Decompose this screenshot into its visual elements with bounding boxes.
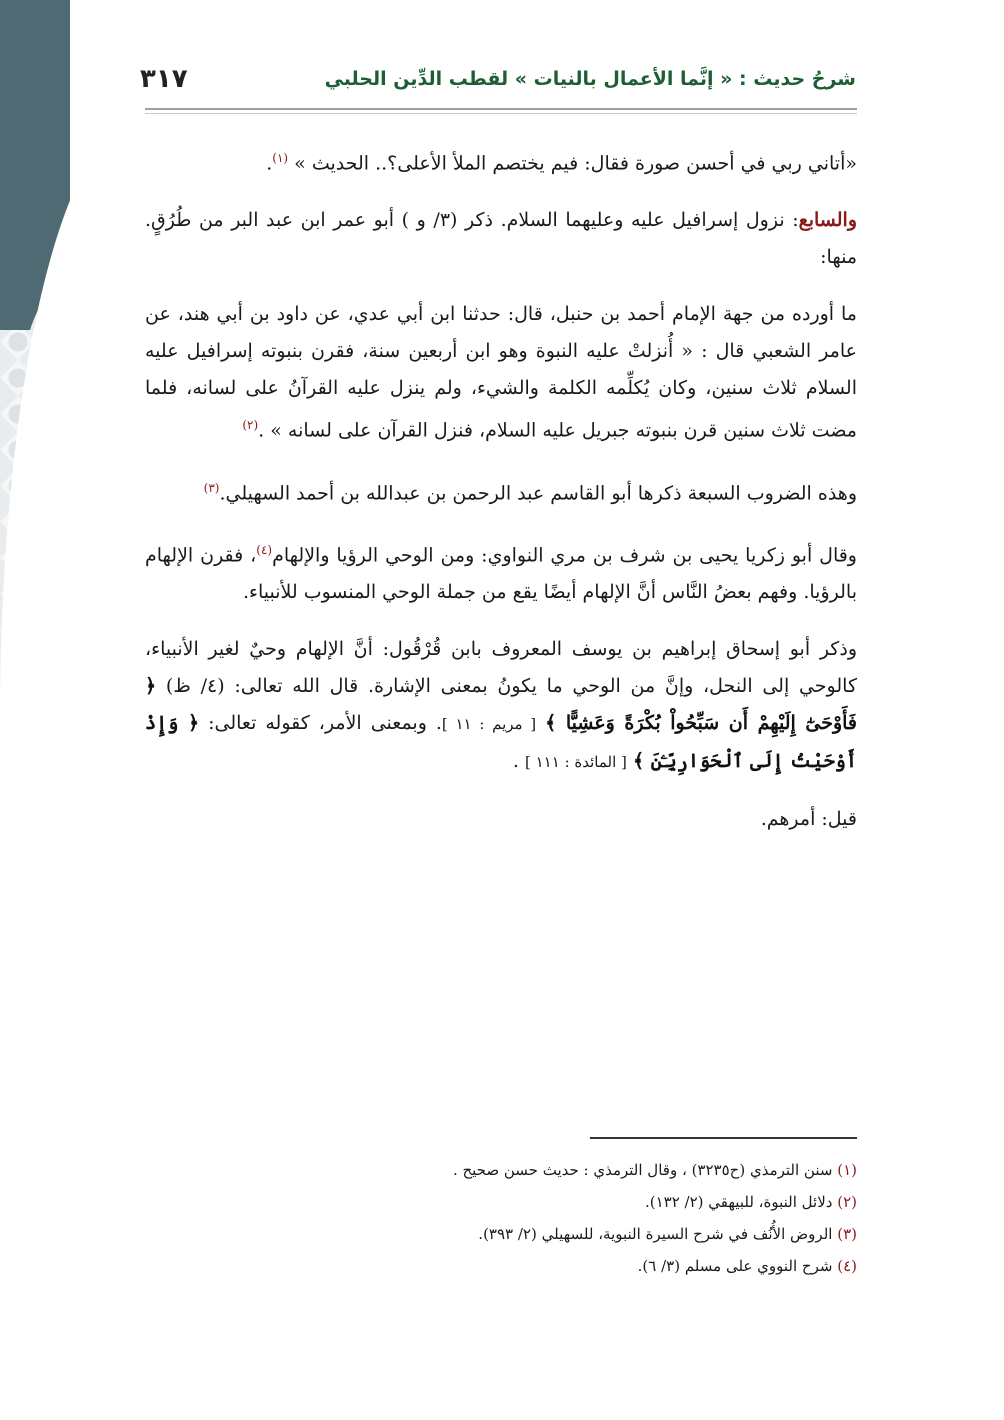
page-number: ٣١٧: [140, 64, 188, 94]
footnote: [145, 1251, 857, 1281]
paragraph-text: قيل: أمرهم.: [760, 808, 857, 831]
footnote-number: (٢): [837, 1193, 857, 1211]
paragraph: [145, 470, 857, 512]
footnote-text: شرح النووي على مسلم (٣/ ٦).: [637, 1257, 833, 1275]
verse-reference: [ مريم : ١١ ]: [441, 715, 537, 734]
footnote: [145, 1219, 857, 1249]
paragraph: [145, 801, 857, 838]
paragraph: [145, 296, 857, 449]
paragraph: [145, 202, 857, 276]
footnote: [145, 1155, 857, 1185]
paragraph-text: وذكر أبو إسحاق إبراهيم بن يوسف المعروف بابن قُرْقُول: أنَّ الإلهام وحيٌ لغير الأنبياء، كالوحي إلى النحل، وإنَّ من الوحي ما يكونُ بمعنى الإشارة. قال الله تعالى: (٤/ ظ): [145, 638, 857, 698]
paragraph: [145, 631, 857, 781]
quran-verse: ﴿ وَإِذْ أَوْحَيْتُ إِلَى ٱلْحَوَارِيِّـۧنَ ﴾: [145, 712, 857, 773]
footnote-marker[interactable]: (١): [272, 151, 289, 165]
footnotes: [145, 1155, 857, 1283]
header-rule: [145, 108, 857, 110]
paragraph-tail: .: [512, 750, 525, 773]
footnote-text: الروض الأُنُف في شرح السيرة النبوية، للسهيلي (٢/ ٣٩٣).: [478, 1225, 833, 1243]
header-rule-thin: [145, 113, 857, 114]
footnote-text: سنن الترمذي (ح٣٢٣٥) ، وقال الترمذي : حديث حسن صحيح .: [452, 1161, 833, 1179]
running-header: [130, 62, 856, 108]
main-text: [145, 140, 857, 858]
paragraph-text: «أتاني ربي في أحسن صورة فقال: فيم يختصم الملأ الأعلى؟.. الحديث »: [288, 152, 857, 175]
footnote-marker[interactable]: (٢): [242, 418, 259, 433]
footnote-number: (٤): [837, 1257, 857, 1275]
paragraph-tail: ، فقرن الإلهام بالرؤيا. وفهم بعضُ النَّاس أنَّ الإلهام أيضًا يقع من جملة الوحي المنسوب للأنبياء.: [145, 544, 857, 604]
footnote-number: (١): [837, 1161, 857, 1179]
paragraph-text: . وبمعنى الأمر، كقوله تعالى:: [199, 712, 442, 735]
footnote-separator: [590, 1137, 857, 1139]
paragraph-tail: .: [266, 152, 273, 175]
paragraph: [145, 532, 857, 611]
verse-reference: [ المائدة : ١١١ ]: [525, 753, 627, 772]
header-title: شرحُ حديث : « إنَّما الأعمال بالنيات » لقطب الدِّين الحلبي: [324, 68, 856, 90]
footnote-text: دلائل النبوة، للبيهقي (٢/ ١٣٢).: [644, 1193, 833, 1211]
paragraph: [145, 140, 857, 182]
quran-verse: ﴿ فَأَوْحَىٰٓ إِلَيْهِمْ أَن سَبِّحُواْ بُكْرَةً وَعَشِيًّا ﴾: [145, 675, 857, 735]
lead-word: والسابع: [798, 209, 857, 232]
paragraph-text: : نزول إسرافيل عليه وعليهما السلام. ذكر (٣/ و ) أبو عمر ابن عبد البر من طُرُقٍ. منها:: [145, 209, 857, 269]
footnote: [145, 1187, 857, 1217]
paragraph-text: وقال أبو زكريا يحيى بن شرف بن مري النواوي: ومن الوحي الرؤيا والإلهام: [272, 544, 857, 567]
footnote-marker[interactable]: (٣): [203, 480, 220, 495]
paragraph-text: وهذه الضروب السبعة ذكرها أبو القاسم عبد الرحمن بن عبدالله بن أحمد السهيلي.: [219, 481, 857, 504]
paragraph-text: ما أورده من جهة الإمام أحمد بن حنبل، قال: حدثنا ابن أبي عدي، عن داود بن أبي هند، عن عامر الشعبي قال : « أُنزلتْ عليه النبوة وهو ابن أربعين سنة، فقرن بنبوته إسرافيل عليه السلام ثلاث سنين، وكان يُكلِّمه الكلمة والشيء، ولم ينزل عليه القرآنُ على لسانه، فلما مضت ثلاث سنين قرن بنبوته جبريل عليه السلام، فنزل القرآن على لسانه » .: [145, 303, 857, 442]
footnote-number: (٣): [837, 1225, 857, 1243]
footnote-marker[interactable]: (٤): [256, 542, 273, 557]
